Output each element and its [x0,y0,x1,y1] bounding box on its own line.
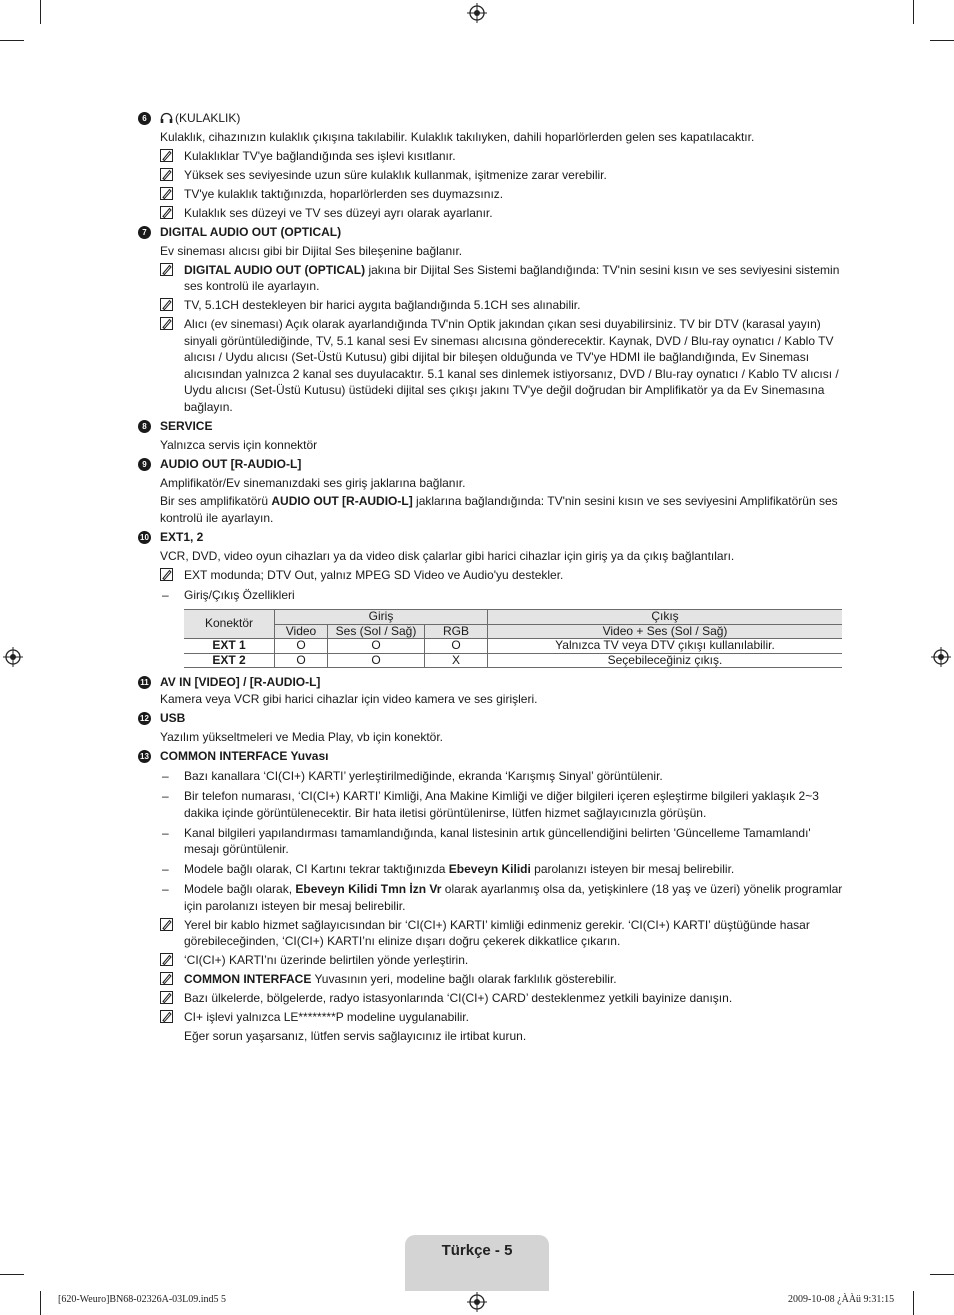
table-header-rgb: RGB [425,624,488,639]
table-cell: O [425,639,488,654]
text-run: parolanızı isteyen bir mesaj belirebilir. [530,862,735,876]
section-8-header [138,418,844,435]
text-run: Bir ses amplifikatörü [160,494,272,508]
table-cell: X [425,653,488,668]
section-number: 11 [138,676,151,689]
headphones-icon [160,112,173,124]
text-run: olarak ayarlanmış olsa da, yetişkinlere (18 yaş ve üzeri) yönelik programlar için parolanızı isteyen bir mesaj belirebilir. [184,882,843,913]
section-7-header [138,224,844,241]
crop-mark [40,0,41,24]
note [138,917,844,950]
section-title: EXT1, 2 [160,530,204,544]
dash-mark: – [162,825,169,840]
crop-mark [930,1274,954,1275]
note-icon [160,263,173,276]
table-cell: O [275,639,328,654]
section-number: 10 [138,531,151,544]
section-number: 6 [138,112,151,125]
section-desc: Yazılım yükseltmeleri ve Media Play, vb için konektör. [160,729,443,744]
note-text: Yerel bir kablo hizmet sağlayıcısından bir ‘CI(CI+) KARTI’ kimliği edinmeniz gerekir. ‘CI(CI+) KARTI’ düştüğünde hasar görebileceğinden, ‘CI(CI+) KARTI’nı elinize dışarı doğru çekerek dikkatlice çıkarın. [184,917,810,948]
note [138,186,844,203]
dash-text: Bir telefon numarası, ‘CI(CI+) KARTI’ Kimliği, Ana Makine Kimliği ve diğer bilgileri içeren eşleştirme bilgileri yaklaşık 2~3 dakika içinde görüntülenecektir. Bir hata iletisi görüntülenirse, lütfen hizmet sağlayıcınızla görüşün. [184,789,819,820]
section-12-header [138,710,844,727]
section-desc: Kulaklık, cihazınızın kulaklık çıkışına takılabilir. Kulaklık takılıyken, dahili hoparlörlerden gelen ses kapatılacaktır. [160,129,755,144]
section-title: DIGITAL AUDIO OUT (OPTICAL) [160,225,342,239]
text-run: jaklarına bağlandığında: TV'nin sesini kısın ve ses seviyesini Amplifikatörün ses kontrolü ile ayarlayın. [160,494,838,525]
note-text: Alıcı (ev sineması) Açık olarak ayarlandığında TV'nin Optik jakından çıkan sesi duyabilirsiniz. TV bir DTV (karasal yayın) sinyali görüntülediğinde, TV, 5.1 kanal sesi Ev sineması alıcısına gönderecektir. Kaynak, DVD / Blu-ray oynatıcı / Kablo TV alıcısı / Uydu alıcısı (Set-Üstü Kutusu) gibi dijital bir bileşen olduğunda ve TV'ye HDMI ile bağlandığında, Ev Sineması alıcısından yalnızca 2 kanal ses duyulacaktır. 5.1 kanal ses dinlemek istiyorsanız, DVD / Blu-ray oynatıcı / Kablo TV alıcısı / Uydu alıcısı (Set-Üstü Kutusu) üstüdeki dijital ses çıkışı jakını TV'ye değil doğrudan bir Amplifikatör ya da Ev Sinemasına bağlayın. [184,317,839,414]
registration-mark-icon [931,647,951,667]
dash-item [138,788,844,821]
table-cell: EXT 2 [184,653,275,668]
dash-item [138,587,844,604]
note-follow-text: Eğer sorun yaşarsanız, lütfen servis sağlayıcınız ile irtibat kurun. [184,1028,527,1043]
print-date-info: 2009-10-08 ¿ÀÀü 9:31:15 [788,1294,895,1305]
crop-mark [40,1291,41,1315]
table-cell: Seçebileceğiniz çıkış. [488,653,843,668]
note-text: Bazı ülkelerde, bölgelerde, radyo istasyonlarında ‘CI(CI+) CARD’ desteklenmez yetkili bayinize danışın. [184,991,733,1005]
note-text: TV, 5.1CH destekleyen bir harici aygıta bağlandığında 5.1CH ses alınabilir. [184,298,581,312]
dash-item [138,768,844,785]
note-icon [160,918,173,931]
section-title: AV IN [VIDEO] / [R-AUDIO-L] [160,675,321,689]
section-10-header [138,529,844,546]
note-icon [160,187,173,200]
table-row [184,639,842,654]
note [138,990,844,1007]
crop-mark [913,1291,914,1315]
section-desc: Amplifikatör/Ev sinemanızdaki ses giriş jaklarına bağlanır. [160,475,466,490]
note [138,952,844,969]
section-desc: VCR, DVD, video oyun cihazları ya da video disk çalarlar gibi harici cihazlar için giriş ya da çıkış bağlantıları. [160,548,735,563]
note [138,297,844,314]
dash-mark: – [162,769,169,783]
dash-mark: – [162,862,169,876]
note-icon [160,206,173,219]
table-cell: O [275,653,328,668]
text-run: Modele bağlı olarak, CI Kartını tekrar taktığınızda [184,862,449,876]
registration-mark-icon [467,1292,487,1312]
note-text: EXT modunda; DTV Out, yalnız MPEG SD Video ve Audio'yu destekler. [184,567,564,582]
io-spec-table [184,609,842,668]
table-header-output: Çıkış [488,610,843,625]
section-desc: Ev sineması alıcısı gibi bir Dijital Ses bileşenine bağlanır. [160,243,463,258]
note [138,1009,844,1026]
section-6-header [138,110,844,127]
table-cell: Yalnızca TV veya DTV çıkışı kullanılabilir. [488,639,843,654]
section-title: USB [160,711,186,725]
section-desc: Kamera veya VCR gibi harici cihazlar için video kamera ve ses girişleri. [160,691,538,706]
section-number: 7 [138,226,151,239]
dash-item [138,825,844,858]
note-icon [160,168,173,181]
crop-mark [913,0,914,24]
note-icon [160,149,173,162]
note-text: Kulaklık ses düzeyi ve TV ses düzeyi ayrı olarak ayarlanır. [184,205,493,220]
section-number: 8 [138,420,151,433]
print-file-info: [620-Weuro]BN68-02326A-03L09.ind5 5 [58,1294,227,1305]
note-icon [160,972,173,985]
note [138,205,844,222]
note [138,316,844,415]
main-content [138,110,844,1044]
note-bold: COMMON INTERFACE [184,972,312,986]
registration-mark-icon [3,647,23,667]
note-icon [160,991,173,1004]
note-icon [160,1010,173,1023]
section-title: AUDIO OUT [R-AUDIO-L] [160,457,302,471]
note-text: Yuvasının yeri, modeline bağlı olarak farklılık gösterebilir. [311,972,617,986]
section-13-header [138,748,844,765]
note-text: jakına bir Dijital Ses Sistemi bağlandığında: TV'nin sesini kısın ve ses seviyesini sistemin ses kontrolü ile ayarlayın. [184,262,840,293]
table-header-video: Video [275,624,328,639]
crop-mark [0,40,24,41]
note-icon [160,317,173,330]
note-text: ‘CI(CI+) KARTI’nı üzerinde belirtilen yönde yerleştirin. [184,953,469,967]
note-icon [160,298,173,311]
note [138,167,844,184]
section-9-header [138,456,844,473]
crop-mark [0,1274,24,1275]
note [138,971,844,988]
note-icon [160,953,173,966]
dash-text: Bazı kanallara ‘CI(CI+) KARTI’ yerleştirilmediğinde, ekranda ‘Karışmış Sinyal’ görüntülenir. [184,769,663,783]
note-text: Kulaklıklar TV'ye bağlandığında ses işlevi kısıtlanır. [184,148,456,163]
note [138,567,844,584]
section-title-rest: Yuvası [287,749,329,763]
table-header-audio: Ses (Sol / Sağ) [328,624,425,639]
note-text: Yüksek ses seviyesinde uzun süre kulaklık kullanmak, işitmenize zarar verebilir. [184,167,607,182]
dash-mark: – [162,789,169,803]
note [138,148,844,165]
dash-text: Giriş/Çıkış Özellikleri [184,587,295,602]
note [138,262,844,295]
table-row [184,653,842,668]
dash-item [138,861,844,878]
page-number-tab [405,1235,549,1291]
note-bold: DIGITAL AUDIO OUT (OPTICAL) [184,262,366,277]
crop-mark [930,40,954,41]
table-header-output-detail: Video + Ses (Sol / Sağ) [488,624,843,639]
text-bold: Ebeveyn Kilidi [448,862,531,876]
section-title-bold: COMMON INTERFACE [160,749,288,763]
section-title: (KULAKLIK) [175,111,241,125]
section-paragraph [138,493,844,526]
page-label: Türkçe - 5 [441,1242,513,1259]
section-number: 12 [138,712,151,725]
section-number: 13 [138,750,151,763]
note-text: TV'ye kulaklık taktığınızda, hoparlörlerden ses duymazsınız. [184,186,504,201]
registration-mark-icon [467,3,487,23]
dash-mark: – [162,587,169,602]
dash-mark: – [162,882,169,896]
text-run: Modele bağlı olarak, [184,882,296,896]
dash-item [138,881,844,914]
section-title: SERVICE [160,419,213,433]
dash-text: Kanal bilgileri yapılandırması tamamlandığında, kanal listesinin artık güncellendiğini belirten 'Güncelleme Tamamlandı' mesajı görüntülenir. [184,825,811,856]
table-header-connector: Konektör [184,610,275,639]
table-cell: O [328,639,425,654]
note-text: CI+ işlevi yalnızca LE********P modeline uygulanabilir. [184,1010,469,1024]
text-bold: Ebeveyn Kilidi Tmn İzn Vr [295,882,442,896]
table-cell: EXT 1 [184,639,275,654]
note-icon [160,568,173,581]
section-desc: Yalnızca servis için konnektör [160,437,318,452]
table-header-input: Giriş [275,610,488,625]
table-cell: O [328,653,425,668]
section-number: 9 [138,458,151,471]
section-11-header [138,674,844,691]
text-bold: AUDIO OUT [R-AUDIO-L] [271,494,413,508]
